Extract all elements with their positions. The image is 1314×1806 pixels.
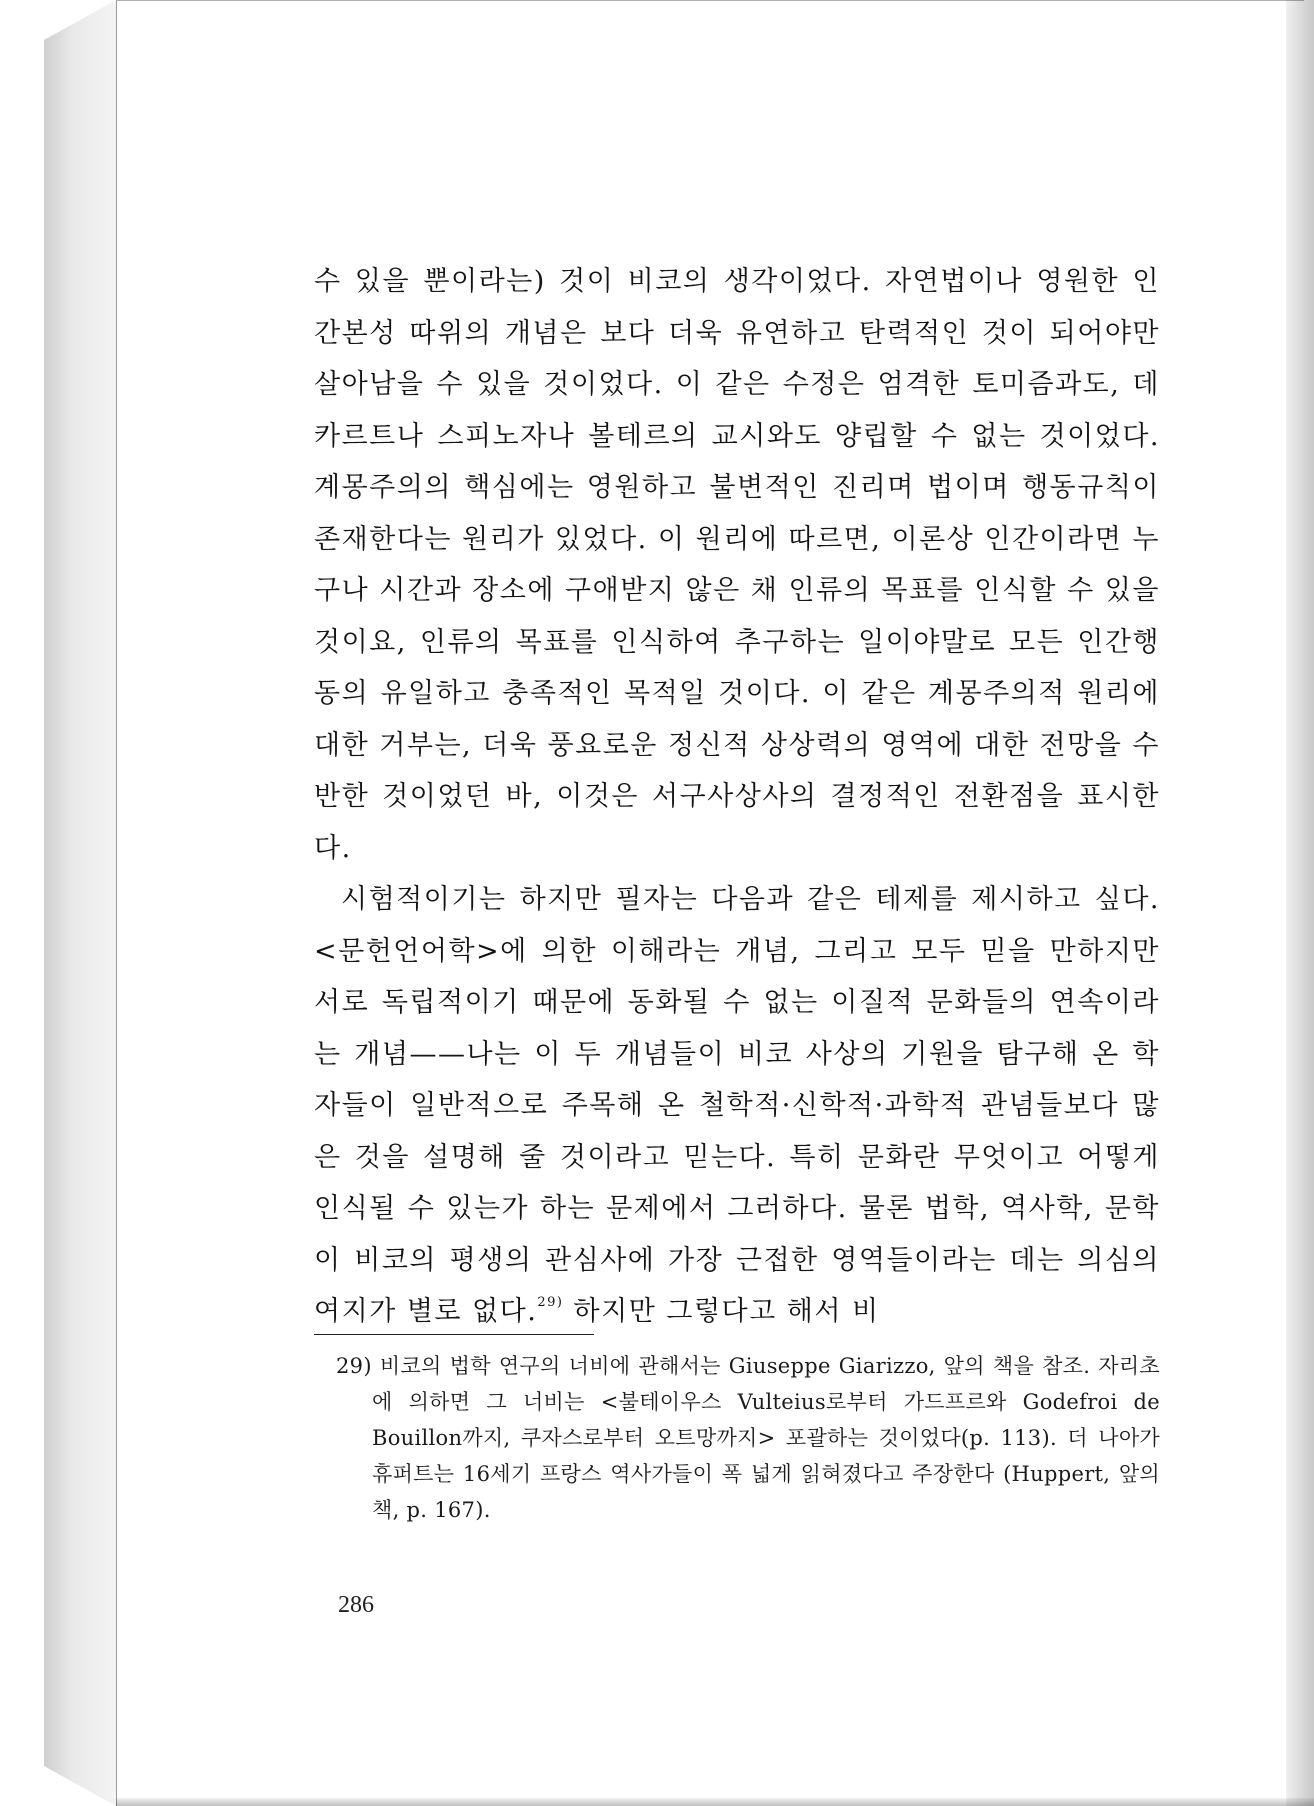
footnote-reference[interactable]: 29) bbox=[537, 1295, 564, 1310]
paragraph-2 bbox=[314, 874, 1160, 1338]
page-bottom-shadow bbox=[116, 1798, 1314, 1806]
footnote-number: 29) bbox=[336, 1354, 372, 1378]
paragraph-2-tail: 하지만 그렇다고 해서 비 bbox=[563, 1296, 880, 1327]
footnote-body bbox=[336, 1348, 1160, 1528]
body-text bbox=[314, 256, 1160, 1338]
footnote-text: 비코의 법학 연구의 너비에 관해서는 Giuseppe Giarizzo, 앞의 책을 참조. 자리초에 의하면 그 너비는 <불테이우스 Vulteius로부터 가드프르와 Godefroi de Bouillon까지, 쿠자스로부터 오트망까지> 포괄하는 것이었다(p. 113). 더 나아가 휴퍼트는 16세기 프랑스 역사가들이 폭 넓게 읽혀졌다고 주장한다 (Huppert, 앞의 책, p. 167). bbox=[372, 1354, 1160, 1522]
page-number: 286 bbox=[338, 1592, 374, 1618]
footnote-divider bbox=[314, 1334, 594, 1335]
page-edge-shadow bbox=[1286, 0, 1314, 1806]
book-spine bbox=[44, 0, 116, 1806]
paragraph-1: 수 있을 뿐이라는) 것이 비코의 생각이었다. 자연법이나 영원한 인간본성 따위의 개념은 보다 더욱 유연하고 탄력적인 것이 되어야만 살아남을 수 있을 것이었다. 이 같은 수정은 엄격한 토미즘과도, 데카르트나 스피노자나 볼테르의 교시와도 양립할 수 없는 것이었다. 계몽주의의 핵심에는 영원하고 불변적인 진리며 법이며 행동규칙이 존재한다는 원리가 있었다. 이 원리에 따르면, 이론상 인간이라면 누구나 시간과 장소에 구애받지 않은 채 인류의 목표를 인식할 수 있을 것이요, 인류의 목표를 인식하여 추구하는 일이야말로 모든 인간행동의 유일하고 충족적인 목적일 것이다. 이 같은 계몽주의적 원리에 대한 거부는, 더욱 풍요로운 정신적 상상력의 영역에 대한 전망을 수반한 것이었던 바, 이것은 서구사상사의 결정적인 전환점을 표시한다. bbox=[314, 266, 1160, 864]
footnote bbox=[336, 1348, 1160, 1528]
paragraph-2-text: 시험적이기는 하지만 필자는 다음과 같은 테제를 제시하고 싶다. <문헌언어학>에 의한 이해라는 개념, 그리고 모두 믿을 만하지만 서로 독립적이기 때문에 동화될 수 없는 이질적 문화들의 연속이라는 개념——나는 이 두 개념들이 비코 사상의 기원을 탐구해 온 학자들이 일반적으로 주목해 온 철학적·신학적·과학적 관념들보다 많은 것을 설명해 줄 것이라고 믿는다. 특히 문화란 무엇이고 어떻게 인식될 수 있는가 하는 문제에서 그러하다. 물론 법학, 역사학, 문학이 비코의 평생의 관심사에 가장 근접한 영역들이라는 데는 의심의 여지가 별로 없다. bbox=[314, 884, 1160, 1327]
